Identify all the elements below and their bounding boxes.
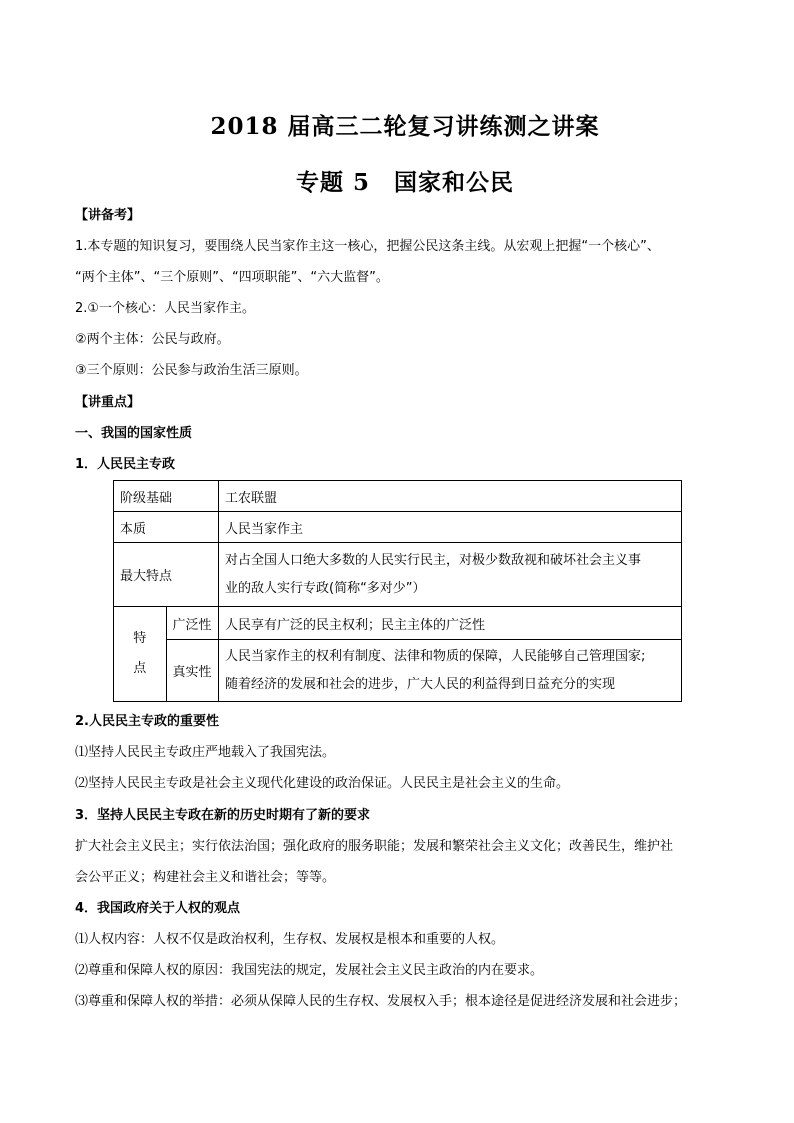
table-cell-line: 随着经济的发展和社会的进步，广大人民的利益得到日益充分的实现 [225,676,616,692]
sub4-heading: 4．我国政府关于人权的观点 [75,901,241,916]
table-row [114,640,682,702]
sub2-heading: 2.人民民主专政的重要性 [75,714,219,729]
table-row [114,607,682,640]
sub2-paragraph-2: ⑵坚持人民民主专政是社会主义现代化建设的政治保证。人民民主是社会主义的生命。 [75,776,570,791]
feature-char: 点 [133,661,147,676]
sub3-paragraph-line-2: 会公平正义；构建社会主义和谐社会；等等。 [75,870,336,885]
table-cell-label: 真实性 [166,640,219,702]
dictatorship-table [113,480,682,702]
document-subtitle: 专题 5 国家和公民 [295,169,514,196]
sub4-paragraph-1: ⑴人权内容：人权不仅是政治权利，生存权、发展权是根本和重要的人权。 [75,932,505,947]
feature-char: 特 [133,631,147,646]
table-cell-feature-group [114,607,167,702]
sub3-heading: 3．坚持人民民主专政在新的历史时期有了新的要求 [75,808,371,823]
sub4-paragraph-3: ⑶尊重和保障人权的举措：必须从保障人民的生存权、发展权入手；根本途径是促进经济发展和社会进步； [75,994,687,1009]
prep-heading: 【讲备考】 [75,208,141,223]
table-cell-line: 对占全国人口绝大多数的人民实行民主，对极少数敌视和破坏社会主义事 [225,552,642,568]
table-cell-value [219,543,682,607]
table-cell-value [219,640,682,702]
prep-paragraph-4: ③三个原则：公民参与政治生活三原则。 [75,363,308,378]
table-row [114,481,682,512]
table-cell-line: 人民当家作主的权利有制度、法律和物质的保障，人民能够自己管理国家; [225,648,646,664]
prep-paragraph-1-line-1: 1.本专题的知识复习，要围绕人民当家作主这一核心，把握公民这条主线。从宏观上把握“一个核心”、 [75,239,660,254]
table-cell-label: 广泛性 [166,607,219,640]
document-title: 2018 届高三二轮复习讲练测之讲案 [210,113,600,140]
table-cell-label: 最大特点 [114,543,219,607]
prep-paragraph-2: 2.①一个核心：人民当家作主。 [75,301,256,316]
table-cell-value: 人民当家作主 [219,512,682,543]
sub4-paragraph-2: ⑵尊重和保障人权的原因：我国宪法的规定，发展社会主义民主政治的内在要求。 [75,963,544,978]
table-cell-line: 业的敌人实行专政(简称“多对少”） [225,580,426,596]
sub1-heading: 1．人民民主专政 [75,457,176,472]
sub3-paragraph-line-1: 扩大社会主义民主；实行依法治国；强化政府的服务职能；发展和繁荣社会主义文化；改善民生，维护社 [75,839,674,854]
table-cell-value: 人民享有广泛的民主权利；民主主体的广泛性 [219,607,682,640]
focus-heading: 【讲重点】 [75,395,141,410]
table-row [114,543,682,607]
table-row [114,512,682,543]
prep-paragraph-3: ②两个主体：公民与政府。 [75,332,230,347]
part1-heading: 一、我国的国家性质 [75,426,193,441]
table-cell-value: 工农联盟 [219,481,682,512]
table-cell-label: 阶级基础 [114,481,219,512]
prep-paragraph-1-line-2: “两个主体”、“三个原则”、“四项职能”、“六大监督”。 [75,270,389,285]
table-cell-label: 本质 [114,512,219,543]
sub2-paragraph-1: ⑴坚持人民民主专政庄严地载入了我国宪法。 [75,745,336,760]
